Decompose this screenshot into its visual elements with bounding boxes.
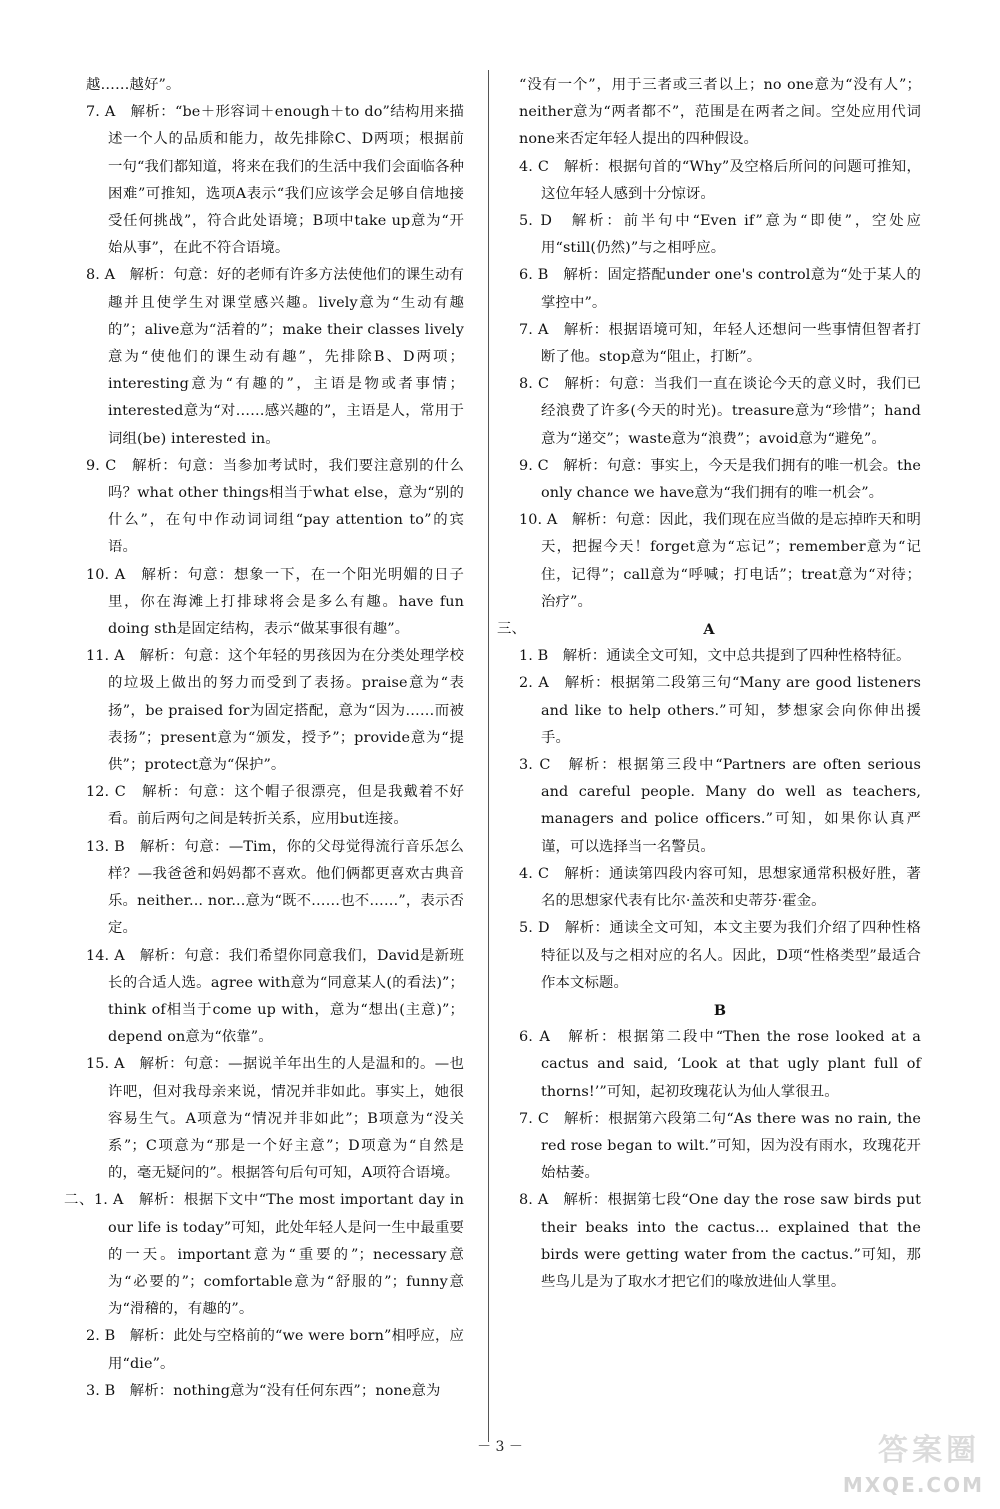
left-column [64,72,464,1405]
answer-item: 8. C 解析：句意：当我们一直在谈论今天的意义时，我们已经浪费了许多(今天的时光)。treasure意为“珍惜”；hand意为“递交”；waste意为“浪费”；avoid意为“避免”。 [519,376,921,447]
section-label: 三、 [497,621,526,638]
answer-item: 1. B 解析：通读全文可知，文中总共提到了四种性格特征。 [519,648,911,665]
answer-item: 10. A 解析：句意：因此，我们现在应当做的是忘掉昨天和明天，把握今天！forget意为“忘记”；remember意为“记住，记得”；call意为“呼喊；打电话”；treat意为“对待；治疗”。 [519,512,921,610]
column-divider [488,70,489,1442]
answer-item: 10. A 解析：句意：想象一下，在一个阳光明媚的日子里，你在海滩上打排球将会是多么有趣。have fun doing sth是固定结构，表示“做某事很有趣”。 [86,566,464,638]
answer-item: 2. B 解析：此处与空格前的“we were born”相呼应，应用“die”。 [86,1328,464,1372]
watermark-top-text: 答案圈 [878,1433,980,1468]
answer-item: 14. A 解析：句意：我们希望你同意我们，David是新班长的合适人选。agree with意为“同意某人(的看法)”；think of相当于come up with，意为“想出(主意)”；depend on意为“依靠”。 [86,947,464,1046]
answer-item: 6. A 解析：根据第二段中“Then the rose looked at a cactus and said, ‘Look at that ugly plant full of thorns!’”可知，起初玫瑰花认为仙人掌很丑。 [519,1029,921,1100]
right-column [497,72,921,1296]
answer-item: 4. C 解析：根据句首的“Why”及空格后所问的问题可推知，这位年轻人感到十分惊讶。 [519,158,921,202]
answer-item: 5. D 解析：前半句中“Even if”意为“即使”，空处应用“still(仍然)”与之相呼应。 [519,213,921,257]
answer-item: 7. A 解析：“be＋形容词＋enough＋to do”结构用来描述一个人的品质和能力，故先排除C、D两项；根据前一句“我们都知道，将来在我们的生活中我们会面临各种困难”可推知，选项A表示“我们应该学会足够自信地接受任何挑战”，符合此处语境；B项中take up意为“开始从事”，在此不符合语境。 [86,104,464,257]
answer-item: 12. C 解析：句意：这个帽子很漂亮，但是我戴着不好看。前后两句之间是转折关系，应用but连接。 [86,784,464,828]
answer-item: “没有一个”，用于三者或三者以上；no one意为“没有人”；neither意为“两者都不”，范围是在两者之间。空处应用代词none来否定年轻人提出的四种假设。 [519,77,921,148]
answer-item: 9. C 解析：句意：当参加考试时，我们要注意别的什么吗？what other things相当于what else，意为“别的什么”，在句中作动词词组“pay attention to”的宾语。 [86,457,464,556]
answer-item: 越……越好”。 [86,77,181,93]
answer-item: 9. C 解析：句意：事实上，今天是我们拥有的唯一机会。the only chance we have意为“我们拥有的唯一机会”。 [519,457,921,502]
page-number: － 3 － [477,1439,523,1455]
answer-item: 二、1. A 解析：根据下文中“The most important day in our life is today”可知，此处年轻人是问一生中最重要的一天。important意为“重要的”；necessary意为“必要的”；comfortable意为“舒服的”；funny意为“滑稽的，有趣的”。 [64,1192,464,1318]
section-heading [497,616,921,643]
answer-item: 8. A 解析：句意：好的老师有许多方法使他们的课生动有趣并且使学生对课堂感兴趣。lively意为“生动有趣的”；alive意为“活着的”；make their classes lively意为“使他们的课生动有趣”，先排除B、D两项；interesting意为“有趣的”，主语是物或者事情；interested意为“对……感兴趣的”，主语是人，常用于词组(be) interested in。 [86,267,464,447]
answer-item: 3. C 解析：根据第三段中“Partners are often serious and careful people. Many do well as teachers, managers and police officers.”可知，如果你认真严谨，可以选择当一名警员。 [519,757,921,855]
answer-item: 5. D 解析：通读全文可知，本文主要为我们介绍了四种性格特征以及与之相对应的名人。因此，D项“性格类型”最适合作本文标题。 [519,920,921,991]
answer-item: 3. B 解析：nothing意为“没有任何东西”；none意为 [86,1382,441,1399]
answer-item: 7. A 解析：根据语境可知，年轻人还想问一些事情但智者打断了他。stop意为“阻止，打断”。 [519,321,921,366]
answer-item: 15. A 解析：句意：—据说羊年出生的人是温和的。—也许吧，但对我母亲来说，情况并非如此。事实上，她很容易生气。A项意为“情况并非如此”；B项意为“没关系”；C项意为“那是一个好主意”；D项意为“自然是的，毫无疑问的”。根据答句后句可知，A项符合语境。 [86,1056,464,1182]
answer-item: 7. C 解析：根据第六段第二句“As there was no rain, the red rose began to wilt.”可知，因为没有雨水，玫瑰花开始枯萎。 [519,1110,921,1182]
watermark-logo [844,1435,994,1505]
answer-item: 11. A 解析：句意：这个年轻的男孩因为在分类处理学校的垃圾上做出的努力而受到了表扬。praise意为“表扬”，be praised for为固定搭配，意为“因为……而被表扬”；present意为“颁发，授予”；provide意为“提供”；protect意为“保护”。 [86,648,464,774]
watermark-url: MXQE.COM [842,1473,984,1497]
answer-item: 8. A 解析：根据第七段“One day the rose saw birds put their beaks into the cactus... explained that the birds were getting water from the cactus.”可知，那些鸟儿是为了取水才把它们的喙放进仙人掌里。 [519,1192,921,1290]
passage-letter: A [703,621,715,639]
answer-item: 13. B 解析：句意：—Tim，你的父母觉得流行音乐怎么样？—我爸爸和妈妈都不喜欢。他们俩都更喜欢古典音乐。neither... nor...意为“既不……也不……”，表示否定。 [86,838,464,937]
answer-item: 4. C 解析：通读第四段内容可知，思想家通常积极好胜，著名的思想家代表有比尔·盖茨和史蒂芬·霍金。 [519,865,921,910]
passage-letter: B [713,1001,727,1019]
answer-item: 2. A 解析：根据第二段第三句“Many are good listeners and like to help others.”可知，梦想家会向你伸出援手。 [519,675,921,746]
answer-item: 6. B 解析：固定搭配under one's control意为“处于某人的掌控中”。 [519,267,921,311]
